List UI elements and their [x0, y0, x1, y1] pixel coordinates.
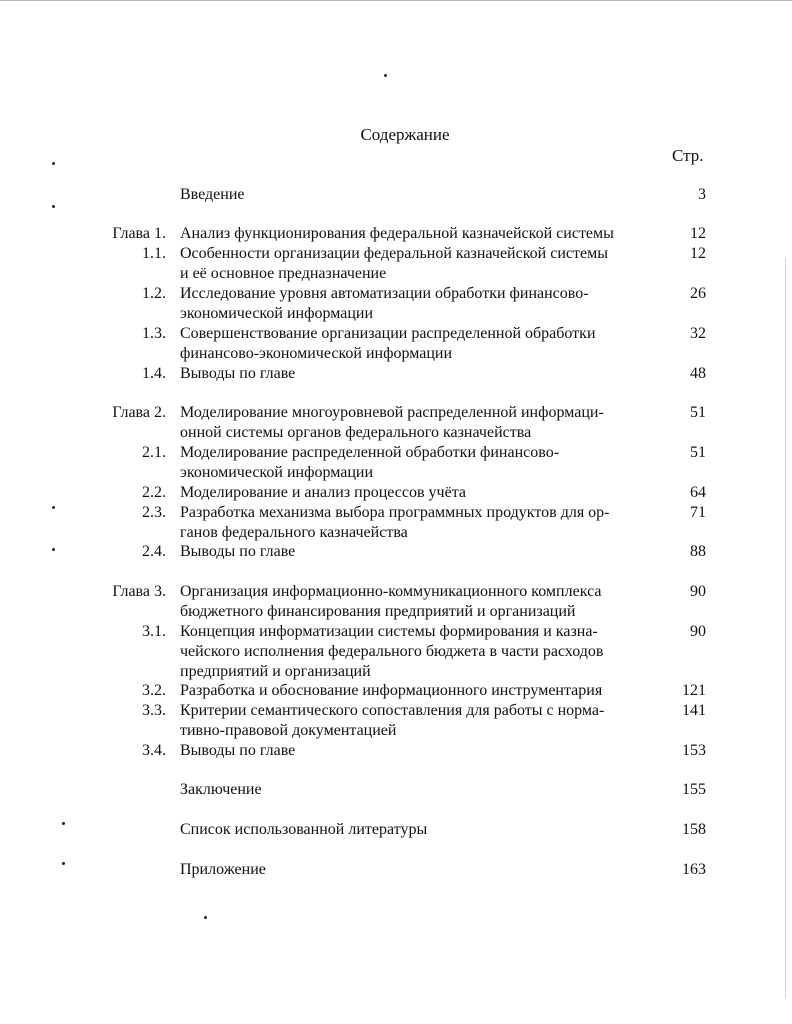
toc-entry-title-line: онной системы органов федерального казначейства: [180, 424, 532, 441]
toc-entry-title-line: Выводы по главе: [180, 543, 296, 560]
toc-entry-title-line: тивно-правовой документацией: [180, 722, 397, 739]
toc-entry-number: 3.4.: [142, 742, 166, 759]
toc-entry-title: [180, 582, 650, 622]
toc-entry-title-line: экономической информации: [180, 305, 373, 322]
toc-entry-number: Глава 2.: [112, 404, 166, 421]
toc-entry-title-line: предприятий и организаций: [180, 663, 371, 680]
toc-entry-title-line: Анализ функционирования федеральной казначейской системы: [180, 225, 614, 242]
toc-entry-page: 88: [690, 543, 706, 560]
toc-entry-title: [180, 364, 650, 384]
toc-entry-title: [180, 622, 650, 682]
toc-entry-number: Глава 3.: [112, 583, 166, 600]
toc-entry-title-line: Разработка и обоснование информационного инструментария: [180, 682, 603, 699]
toc-entry-page: 64: [690, 484, 706, 501]
toc-entry-title-line: Заключение: [180, 781, 262, 798]
toc-entry-title-line: бюджетного финансирования предприятий и организаций: [180, 603, 576, 620]
toc-entry-title: [180, 503, 650, 543]
toc-entry-number: 3.3.: [142, 702, 166, 719]
scan-speck: [52, 162, 55, 165]
toc-entry-page: 26: [690, 285, 706, 302]
toc-entry-page: 51: [690, 444, 706, 461]
toc-entry-title: [180, 244, 650, 284]
toc-entry-title: [180, 542, 650, 562]
toc-entry-title-line: Особенности организации федеральной казначейской системы: [180, 245, 608, 262]
toc-entry-title-line: чейского исполнения федерального бюджета в части расходов: [180, 643, 604, 660]
toc-entry-title-line: Совершенствование организации распределенной обработки: [180, 325, 596, 342]
toc-entry-title: [180, 443, 650, 483]
toc-entry-title-line: Выводы по главе: [180, 365, 296, 382]
toc-entry-number: 2.3.: [142, 504, 166, 521]
toc-entry-number: 2.1.: [142, 444, 166, 461]
toc-entry-title: [180, 224, 650, 244]
toc-entry-page: 121: [682, 682, 706, 699]
toc-entry-title-line: экономической информации: [180, 464, 373, 481]
toc-entry-title: [180, 403, 650, 443]
toc-entry-title: [180, 741, 650, 761]
toc-entry-number: 2.2.: [142, 484, 166, 501]
toc-entry-page: 3: [698, 186, 706, 203]
toc-entry-title-line: и её основное предназначение: [180, 265, 387, 282]
toc-entry-title: [180, 681, 650, 701]
toc-entry-title: [180, 284, 650, 324]
toc-entry-title: [180, 780, 650, 800]
toc-entry-title-line: финансово-экономической информации: [180, 345, 453, 362]
toc-entry-page: 51: [690, 404, 706, 421]
scan-edge-top: [0, 0, 792, 5]
toc-entry-number: 1.4.: [142, 365, 166, 382]
toc-entry-title-line: Моделирование и анализ процессов учёта: [180, 484, 466, 501]
toc-entry-page: 90: [690, 623, 706, 640]
toc-entry-page: 71: [690, 504, 706, 521]
toc-entry-number: Глава 1.: [112, 225, 166, 242]
scan-speck: [62, 862, 65, 865]
toc-entry-title-line: Список использованной литературы: [180, 821, 428, 838]
toc-entry-number: 3.1.: [142, 623, 166, 640]
toc-entry-title: [180, 324, 650, 364]
scan-edge-right: [785, 258, 786, 998]
toc-entry-title-line: Исследование уровня автоматизации обработки финансово-: [180, 285, 589, 302]
toc-entry-page: 12: [690, 225, 706, 242]
toc-entry-title-line: Организация информационно-коммуникационного комплекса: [180, 583, 602, 600]
scan-speck: [62, 822, 65, 825]
toc-entry-page: 12: [690, 245, 706, 262]
toc-entry-title-line: Введение: [180, 186, 245, 203]
toc-entry-page: 141: [682, 702, 706, 719]
toc-entry-page: 48: [690, 365, 706, 382]
toc-entry-title-line: Выводы по главе: [180, 742, 296, 759]
toc-entry-title-line: ганов федерального казначейства: [180, 524, 408, 541]
toc-entry-title: [180, 820, 650, 840]
toc-entry-page: 158: [682, 821, 706, 838]
toc-entry-number: 2.4.: [142, 543, 166, 560]
toc-entry-number: 1.1.: [142, 245, 166, 262]
toc-entry-page: 163: [682, 861, 706, 878]
toc-entry-title-line: Моделирование многоуровневой распределенной информаци-: [180, 404, 604, 421]
toc-entry-title: [180, 483, 650, 503]
toc-entry-page: 153: [682, 742, 706, 759]
toc-entry-page: 32: [690, 325, 706, 342]
toc-entry-title-line: Приложение: [180, 861, 266, 878]
toc-entry-number: 1.3.: [142, 325, 166, 342]
scan-speck: [52, 205, 55, 208]
toc-entry-title-line: Критерии семантического сопоставления для работы с норма-: [180, 702, 605, 719]
scan-speck: [384, 74, 387, 77]
toc-entry-page: 155: [682, 781, 706, 798]
toc-entry-title: [180, 860, 650, 880]
toc-entry-number: 1.2.: [142, 285, 166, 302]
scan-speck: [204, 916, 207, 919]
page-title: Содержание: [360, 125, 450, 144]
toc-entry-title: [180, 701, 650, 741]
toc-entry-title-line: Моделирование распределенной обработки финансово-: [180, 444, 560, 461]
toc-entry-number: 3.2.: [142, 682, 166, 699]
toc-entry-title-line: Концепция информатизации системы формирования и казна-: [180, 623, 598, 640]
toc-entry-page: 90: [690, 583, 706, 600]
toc-entry-title: [180, 185, 650, 205]
page-column-header: Стр.: [672, 146, 704, 165]
toc-entry-title-line: Разработка механизма выбора программных продуктов для ор-: [180, 504, 610, 521]
